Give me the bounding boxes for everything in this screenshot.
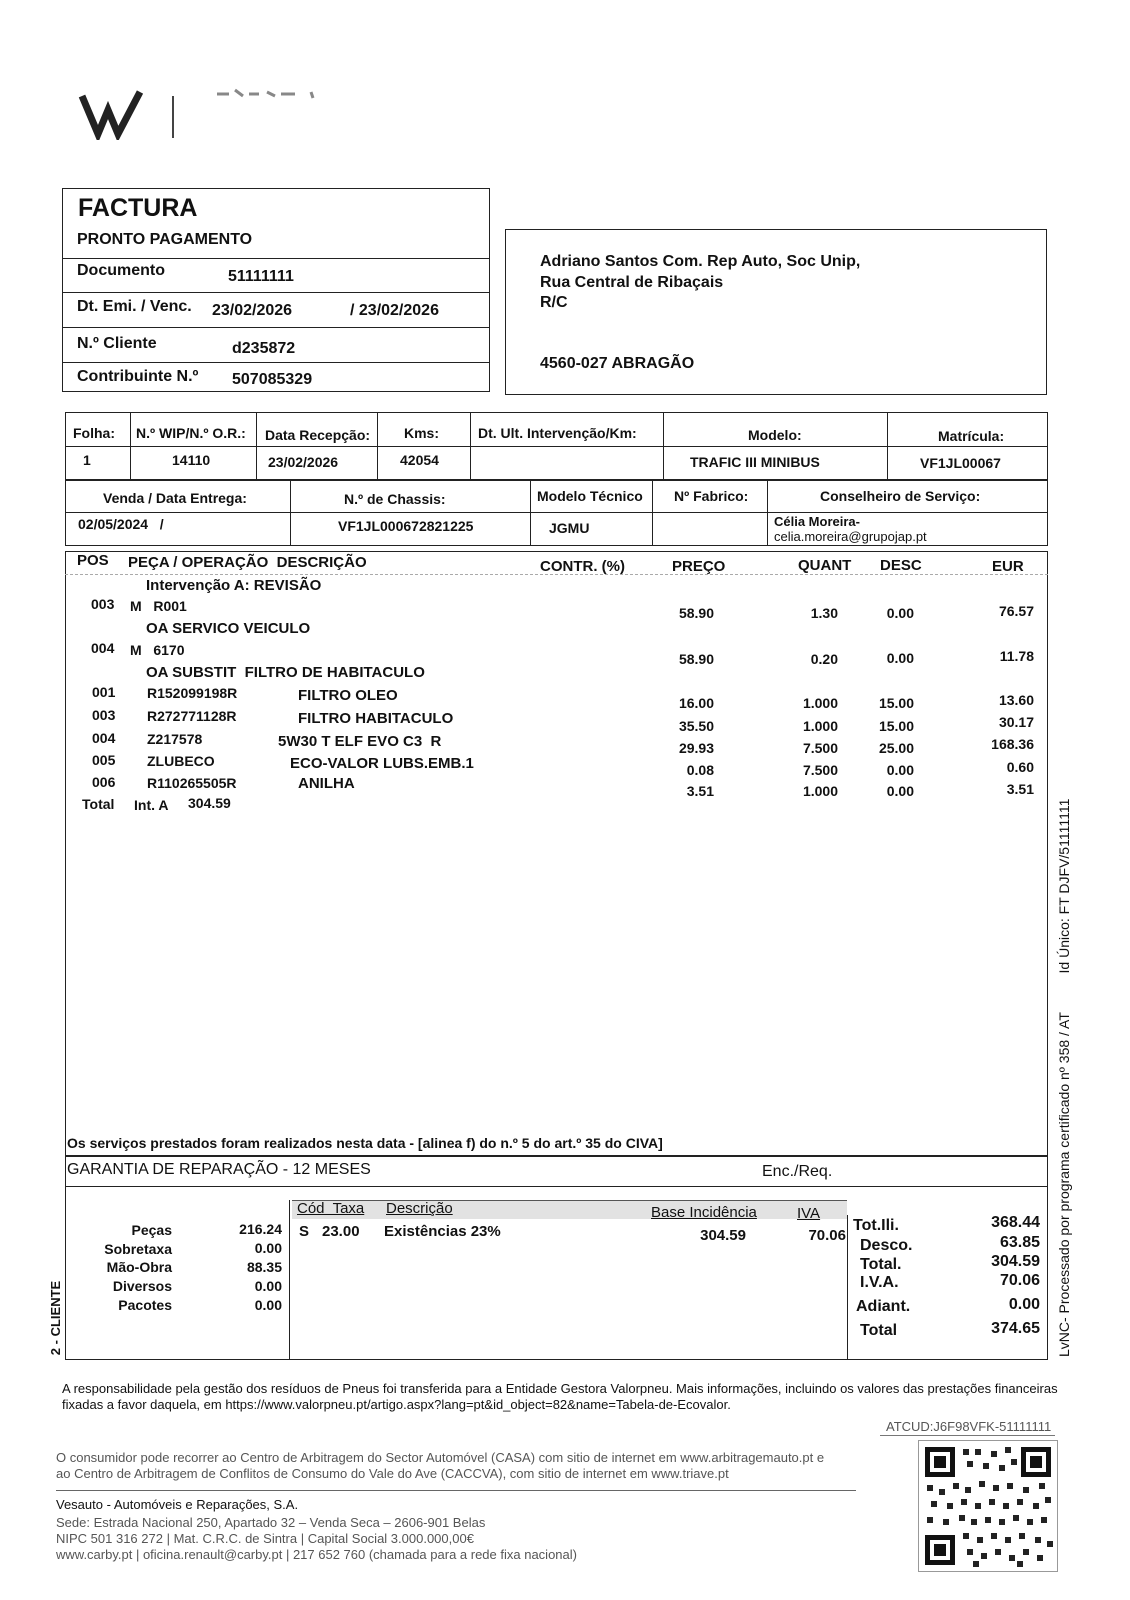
dt-venc-value: / 23/02/2026 [350,302,439,319]
divider [377,412,378,480]
dt-label: Dt. Emi. / Venc. [77,298,192,315]
logo-faded-text [215,86,325,100]
col-eur: EUR [992,558,1024,575]
cliente-label: N.º Cliente [77,335,157,352]
customer-postal: 4560-027 ABRAGÃO [540,355,695,372]
tax-col-iva: IVA [797,1205,821,1222]
row-desc: 15.00 [878,718,914,734]
col-contr: CONTR. (%) [540,558,625,575]
operation-description: OA SERVICO VEICULO [146,620,311,637]
row-description: ANILHA [298,775,355,792]
recepcao-label: Data Recepção: [265,427,371,443]
atcud-code: ATCUD:J6F98VFK-51111111 [886,1419,1052,1434]
company-name: Vesauto - Automóveis e Reparações, S.A. [56,1497,299,1512]
operation-description: OA SUBSTIT FILTRO DE HABITACULO [146,664,425,681]
totals-value: 0.00 [1008,1296,1040,1313]
tax-descricao-value: Existências 23% [384,1223,501,1240]
conselheiro-name: Célia Moreira- [774,514,860,529]
row-pos: 004 [92,730,116,746]
summary-value: 88.35 [246,1259,282,1275]
row-pos: 001 [92,684,116,700]
row-quant: 7.500 [802,762,838,778]
dt-emi-value: 23/02/2026 [212,302,293,319]
tax-taxa-value: 23.00 [322,1223,360,1240]
row-quant: 1.000 [802,695,838,711]
row-eur: 30.17 [998,714,1034,730]
col-desc: DESC [880,557,922,574]
cliente-value: d235872 [232,340,296,357]
divider [62,362,490,363]
row-code: Z217578 [147,731,203,747]
consumidor-note-2: ao Centro de Arbitragem de Conflitos de Consumo do Vale do Ave (CACCVA), com sitio de internet em www.triave.pt [56,1466,729,1481]
summary-value: 0.00 [254,1297,282,1313]
matricula-label: Matrícula: [938,428,1005,444]
row-preco: 0.08 [686,762,714,778]
row-eur: 3.51 [1006,781,1034,797]
contribuinte-value: 507085329 [232,371,313,388]
divider [65,1186,1048,1187]
modelo-label: Modelo: [748,427,802,443]
documento-value: 51111111 [228,268,294,285]
documento-label: Documento [77,262,165,279]
row-desc: 25.00 [878,740,914,756]
row-code: M R001 [130,598,187,614]
brand-logo [78,90,148,140]
row-description: FILTRO OLEO [298,687,398,704]
total-label: Total [82,796,115,812]
divider [62,258,490,259]
row-preco: 3.51 [686,783,714,799]
kms-value: 42054 [400,452,439,468]
row-preco: 29.93 [678,740,714,756]
invoice-title: FACTURA [78,194,198,222]
divider [767,480,768,546]
tax-col-cod: Cód Taxa [297,1200,365,1217]
divider [289,1200,290,1360]
row-eur: 168.36 [991,736,1034,752]
divider [290,480,291,546]
row-eur: 11.78 [999,648,1034,664]
row-code: R152099198R [147,685,238,701]
summary-label: Pacotes [118,1297,172,1313]
folha-label: Folha: [73,425,115,441]
tax-col-base: Base Incidência [651,1204,757,1221]
valorpneu-note-1: A responsabilidade pela gestão dos resíduos de Pneus foi transferida para a Entidade Gestora Valorpneu. Mais informações, incluindo os valores das prestações financeiras [62,1381,1058,1396]
row-description: 5W30 T ELF EVO C3 R [278,733,442,750]
venda-label: Venda / Data Entrega: [103,490,247,506]
servicos-note: Os serviços prestados foram realizados nesta data - [alinea f) do n.º 5 do art.º 35 do CIVA] [67,1135,663,1151]
company-nipc: NIPC 501 316 272 | Mat. C.R.C. de Sintra | Capital Social 3.000.000,00€ [56,1531,474,1546]
total-int-value: 304.59 [188,795,231,811]
company-sede: Sede: Estrada Nacional 250, Apartado 32 – Venda Seca – 2606-901 Belas [56,1515,486,1530]
enc-req-label: Enc./Req. [762,1163,833,1180]
qr-code [918,1440,1058,1572]
col-peca: PEÇA / OPERAÇÃO DESCRIÇÃO [128,554,367,571]
row-code: M 6170 [130,642,185,658]
fabrico-label: Nº Fabrico: [674,488,749,504]
tax-base-value: 304.59 [700,1227,746,1244]
row-pos: 003 [91,596,115,612]
divider [880,1435,1055,1436]
chassis-label: N.º de Chassis: [344,491,446,507]
row-code: R272771128R [147,708,237,724]
row-eur: 13.60 [998,692,1034,708]
modelo-tecnico-value: JGMU [549,520,590,536]
customer-street: Rua Central de Ribaçais [540,274,724,291]
chassis-value: VF1JL000672821225 [338,518,474,534]
totals-value: 63.85 [999,1234,1040,1251]
certification-vertical: LvNC- Processado por programa certificado nº 358 / AT Id Único: FT DJFV/51111111 [1056,798,1072,1357]
divider [256,412,257,480]
row-code: ZLUBECO [147,753,215,769]
row-preco: 35.50 [678,718,714,734]
intervencao-title: Intervenção A: REVISÃO [146,577,322,594]
company-contact: www.carby.pt | oficina.renault@carby.pt | 217 652 760 (chamada para a rede fixa nacional) [56,1547,577,1562]
summary-value: 216.24 [239,1221,282,1237]
totals-value: 368.44 [991,1214,1040,1231]
totals-label: I.V.A. [860,1274,899,1291]
summary-label: Diversos [112,1278,172,1294]
header-divider [65,574,1048,575]
divider [887,412,888,480]
summary-label: Mão-Obra [106,1259,172,1275]
divider [65,512,1048,513]
row-quant: 1.000 [802,718,838,734]
contribuinte-label: Contribuinte N.º [77,368,199,385]
tax-cod-value: S [299,1223,310,1240]
summary-label: Peças [131,1222,172,1238]
totals-label: Total. [860,1256,902,1273]
totals-value: 304.59 [991,1253,1040,1270]
summary-value: 0.00 [254,1240,282,1256]
col-preco: PREÇO [672,558,726,575]
customer-name: Adriano Santos Com. Rep Auto, Soc Unip, [540,253,861,270]
row-desc: 0.00 [886,605,914,621]
wip-value: 14110 [172,452,211,468]
row-quant: 1.30 [810,605,838,621]
row-desc: 0.00 [886,762,914,778]
row-desc: 15.00 [878,695,914,711]
row-pos: 004 [91,640,115,656]
total-int-label: Int. A [134,797,169,813]
valorpneu-note-2: fixadas a favor daquela, em https://www.valorpneu.pt/artigo.aspx?lang=pt&id_object=82&name=Tabela-de-Ecovalor. [62,1397,731,1412]
divider [62,327,490,328]
row-description: FILTRO HABITACULO [298,710,454,727]
divider [65,446,1048,447]
venda-value: 02/05/2024 / [78,516,164,532]
row-quant: 0.20 [810,651,838,667]
wip-label: N.º WIP/N.º O.R.: [136,425,246,441]
row-preco: 58.90 [678,651,714,667]
recepcao-value: 23/02/2026 [268,454,339,470]
row-preco: 58.90 [678,605,714,621]
divider [56,1490,856,1491]
totals-label: Desco. [860,1237,913,1254]
divider [130,412,131,480]
divider [847,1215,848,1360]
row-pos: 006 [92,774,116,790]
col-quant: QUANT [798,557,852,574]
row-quant: 1.000 [802,783,838,799]
modelo-value: TRAFIC III MINIBUS [690,454,820,470]
matricula-value: VF1JL00067 [920,455,1001,471]
divider [62,292,490,293]
totals-label: Adiant. [856,1298,911,1315]
row-eur: 76.57 [998,603,1034,619]
customer-floor: R/C [540,294,568,311]
row-desc: 0.00 [886,783,914,799]
row-quant: 7.500 [802,740,838,756]
copy-label-vertical: 2 - CLIENTE [48,1280,63,1356]
totals-value: 70.06 [999,1272,1040,1289]
modelo-tecnico-label: Modelo Técnico [537,488,643,504]
row-code: R110265505R [147,775,237,791]
row-pos: 003 [92,707,116,723]
divider [652,480,653,546]
tax-header-band [292,1200,847,1219]
totals-value: 374.65 [991,1320,1040,1337]
divider [530,480,531,546]
garantia-text: GARANTIA DE REPARAÇÃO - 12 MESES [67,1161,371,1178]
row-eur: 0.60 [1006,759,1034,775]
ult-intervencao-label: Dt. Ult. Intervenção/Km: [478,425,637,441]
kms-label: Kms: [404,425,440,441]
items-table [65,551,1048,1156]
row-desc: 0.00 [886,650,914,666]
col-pos: POS [77,552,109,569]
logo-divider [172,96,174,138]
conselheiro-email: celia.moreira@grupojap.pt [774,529,927,544]
tax-iva-value: 70.06 [808,1227,846,1244]
row-pos: 005 [92,752,116,768]
row-preco: 16.00 [678,695,714,711]
summary-label: Sobretaxa [104,1241,172,1257]
invoice-subtitle: PRONTO PAGAMENTO [77,231,253,248]
summary-value: 0.00 [254,1278,282,1294]
totals-label: Total [860,1322,898,1339]
conselheiro-label: Conselheiro de Serviço: [820,488,981,504]
divider [663,412,664,480]
consumidor-note-1: O consumidor pode recorrer ao Centro de Arbitragem do Sector Automóvel (CASA) com sitio de internet em www.arbitragemauto.pt e [56,1450,825,1465]
row-description: ECO-VALOR LUBS.EMB.1 [290,755,474,772]
folha-value: 1 [83,452,91,468]
tax-col-descricao: Descrição [386,1200,453,1217]
totals-label: Tot.Ili. [853,1217,899,1234]
divider [470,412,471,480]
